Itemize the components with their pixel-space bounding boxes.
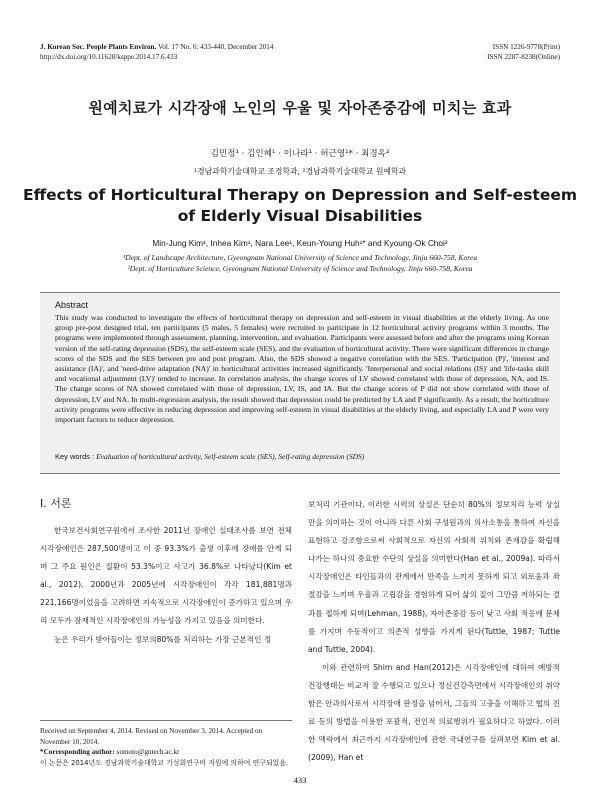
- body-paragraph: 눈은 우리가 받아들이는 정보의80%를 처리하는 가장 근본적인 정: [54, 634, 272, 644]
- title-english-line-2: of Elderly Visual Disabilities: [177, 207, 423, 225]
- running-head-right: [487, 42, 560, 62]
- title-korean: 원예치료가 시각장애 노인의 우울 및 자아존중감에 미치는 효과: [88, 99, 512, 117]
- abstract-heading: Abstract: [55, 300, 89, 310]
- corresponding-email[interactable]: sumoto@gntech.ac.kr: [116, 748, 180, 756]
- authors-english: Min-Jung Kim¹, Inhea Kim¹, Nara Lee¹, Keun-Young Huh¹* and Kyoung-Ok Choi²: [152, 238, 448, 248]
- abstract-text: This study was conducted to investigate the effects of horticultural therapy on depression and self-esteem in visual disabilities at the elderly living. As one group pre-post designed trial, ten participants (5 males, 5 females) were recruited to participate in 12 horticultural activity programs within 3 months. The programs were implemented through assessment, planning, intervention, and evaluation. Participants were assessed before and after the programs using Korean version of the self-rating depression (SDS), the self-esteem scale (SES), and the evaluation of horticultural activity. There were significant differences in change scores of the SDS and the SES between pre and post program. Also, the SDS showed a negative correlation with the SES. 'Participation (P)', 'interest and assistance (IA)', and 'need-drive adaptation (NA)' in horticultural activities increased significantly. 'Interpersonal and social relations (IS)' and 'life-tasks skill and vocational adjustment (LV)' tended to increase. In correlation analysis, the change scores of LV showed correlated with those of depression, NA, and IS. The change scores of NA showed correlated with those of depression, LV, IS, and IA. But the change scores of P did not show correlated with those of depression, LV and NA. In multi-regression analysis, the result showed that depression could be predicted by LA and P significantly. As a result, the horticulture activity programs were effective in reducing depression and improving self-esteem in visual disabilities at the elderly living, and especially LA and P were very important factors to reduce depression.: [55, 313, 549, 425]
- body-column-left: [40, 522, 292, 649]
- keywords: [55, 452, 549, 461]
- body-column-right: [308, 496, 560, 767]
- keywords-text: Evaluation of horticultural activity, Self-esteem scale (SES), Self-rating depression (SDS): [96, 452, 365, 461]
- issn-print: ISSN 1226-9778(Print): [492, 43, 560, 51]
- title-english: [0, 185, 600, 227]
- title-english-line-1: Effects of Horticultural Therapy on Depression and Self-esteem: [22, 186, 578, 204]
- page-number: 433: [293, 775, 307, 785]
- body-paragraph: 한국보건사회연구원에서 조사한 2011년 장애인 실태조사를 보면 전체 시각장애인은 287,500명이고 이 중 93.3%가 출생 이후에 장애를 안게 되며 그 주요 원인은 질환이 53.3%이고 사고가 36.8%로 나타났다(Kim et al., 2012). 2000년과 2005년에 시각장애인이 각각 181,881명과 221,166명이었음을 고려하면 지속적으로 시각장애인이 증가하고 있으며 우리 모두가 잠재적인 시각장애인의 가능성을 가지고 있음을 의미한다.: [40, 526, 292, 626]
- body-paragraph: 보처리 기관이다. 이러한 시력의 상실은 단순히 80%의 정보처리 능력 상실만을 의미하는 것이 아니라 다른 사회 구성원과의 의사소통을 통하여 자신을 표현하고 강조함으로써 사회적으로 자신의 사회적 위치와 존재감을 확립해 나가는 하나의 중요한 수단의 상실을 의미한다(Han et al., 2009a). 따라서 시각장애인은 타인들과의 관계에서 만족을 느끼지 못하게 되고 외로움과 좌절감을 느끼며 우울과 고립감을 경험하게 되어 삶의 질이 그만큼 저하되는 결과를 접하게 되며(Lehman, 1988), 자아존중감 등이 낮고 사회 적응에 문제를 가지며 수동적이고 의존적 성향을 가지게 된다(Tuttle, 1987; Tuttle and Tuttle, 2004).: [308, 500, 560, 654]
- abstract-box: [40, 292, 560, 474]
- keywords-label: Key words :: [55, 452, 95, 461]
- footnote-divider: [40, 720, 292, 721]
- authors-korean: 김민정¹ · 김인혜¹ · 이나라¹ · 허근영¹* · 최경옥²: [210, 149, 390, 159]
- journal-issue: Vol. 17 No. 6: 433-440, December 2014: [158, 43, 274, 51]
- affiliation-2: ²Dept. of Horticulture Science, Gyeongnam National University of Science and Technology, Jinju 660-758, Korea: [127, 263, 473, 273]
- body-paragraph: 이와 관련하여 Shim and Han(2012)은 시각장애인에 대하여 예방적 건강행태는 비교적 잘 수행되고 있으나 정신건강측면에서 시각장애인의 취약함은 안과의사로서 시각장애 판정을 넘어서, 그들의 고충을 이해하고 협의 진료 등의 방법을 이용한 포괄적, 전인적 의료행위가 필요하다고 하였다. 이러한 맥락에서 최근까지 시각장애인에 관한 국내연구를 살펴보면 Kim et al.(2009), Han et: [308, 662, 560, 763]
- funding-note: 이 논문은 2014년도 경남과학기술대학교 기성회연구비 지원에 의하여 연구되었음.: [40, 758, 289, 767]
- journal-name: J. Korean Soc. People Plants Environ.: [40, 43, 157, 51]
- corresponding-label: *Corresponding author:: [40, 748, 115, 756]
- affiliations-english: [60, 253, 540, 274]
- section-heading-introduction: Ⅰ. 서론: [40, 497, 72, 510]
- corresponding-author: [40, 747, 292, 758]
- affiliations-korean: ¹경남과학기술대학교 조경학과, ²경남과학기술대학교 원예학과: [194, 167, 406, 176]
- doi-link[interactable]: http://dx.doi.org/10.11628/ksppe.2014.17.6.433: [40, 53, 178, 61]
- running-head-left: [40, 42, 370, 62]
- footnotes: [40, 726, 292, 768]
- affiliation-1: ¹Dept. of Landscape Architecture, Gyeongnam National University of Science and Technology, Jinju 660-758, Korea: [122, 253, 478, 262]
- received-dates: Received on September 4, 2014. Revised on November 3, 2014. Accepted on November 10, 2014.: [40, 727, 263, 746]
- issn-online: ISSN 2287-8238(Online): [487, 53, 560, 61]
